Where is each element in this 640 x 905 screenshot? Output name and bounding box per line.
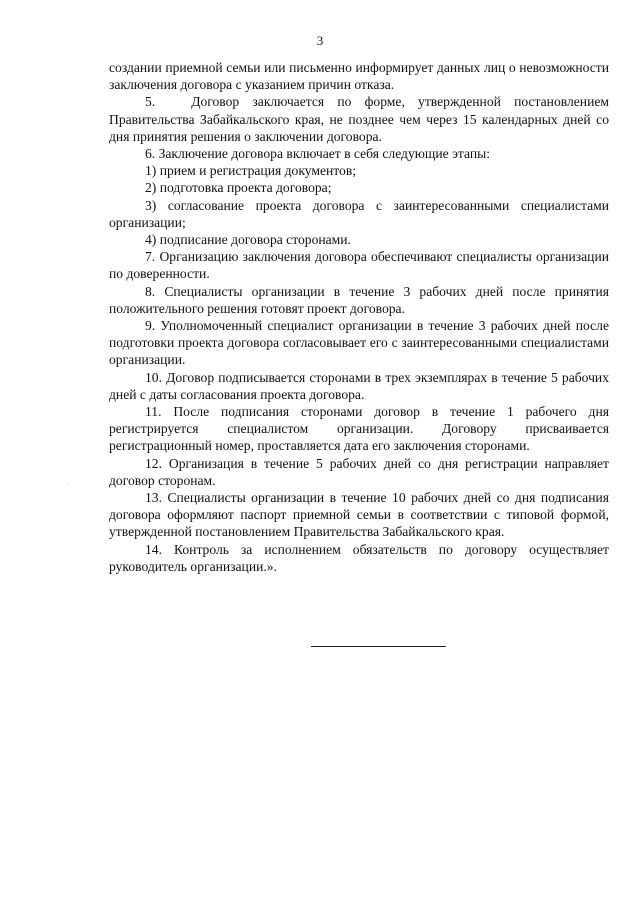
paragraph-6-item-3: 3) согласование проекта договора с заинтересованными специалистами организации; bbox=[109, 197, 609, 230]
paragraph-6: 6. Заключение договора включает в себя следующие этапы: bbox=[145, 146, 491, 162]
paragraph-5-number: 5. bbox=[145, 94, 156, 110]
paragraph-12: 12. Организация в течение 5 рабочих дней со дня регистрации направляет договор сторонам. bbox=[109, 455, 609, 488]
scan-artifact-dot bbox=[68, 484, 69, 485]
paragraph-5-text: Договор заключается по форме, утвержденной постановлением Правительства Забайкальского края, не позднее чем через 15 календарных дней со дня принятия решения о заключении договора. bbox=[109, 94, 609, 144]
paragraph-6-item-2: 2) подготовка проекта договора; bbox=[145, 180, 332, 196]
paragraph-7: 7. Организацию заключения договора обеспечивают специалисты организации по доверенности. bbox=[109, 249, 609, 282]
document-body bbox=[109, 59, 609, 575]
paragraph-13: 13. Специалисты организации в течение 10 рабочих дней со дня подписания договора оформляют паспорт приемной семьи в соответствии с типовой формой, утвержденной постановлением Правительства Забайкальского края. bbox=[109, 490, 609, 540]
paragraph-11: 11. После подписания сторонами договор в течение 1 рабочего дня регистрируется специалистом организации. Договору присваивается регистрационный номер, проставляется дата его заключения сторонами. bbox=[109, 404, 609, 454]
paragraph-10: 10. Договор подписывается сторонами в трех экземплярах в течение 5 рабочих дней с даты согласования проекта договора. bbox=[109, 369, 609, 402]
paragraph-6-item-4: 4) подписание договора сторонами. bbox=[145, 232, 351, 248]
paragraph-14: 14. Контроль за исполнением обязательств по договору осуществляет руководитель организации.». bbox=[109, 541, 609, 574]
closing-divider bbox=[311, 646, 446, 647]
paragraph-8: 8. Специалисты организации в течение 3 рабочих дней после принятия положительного решения готовят проект договора. bbox=[109, 283, 609, 316]
paragraph-intro: создании приемной семьи или письменно информирует данных лиц о невозможности заключения договора с указанием причин отказа. bbox=[109, 60, 609, 93]
paragraph-5 bbox=[109, 93, 609, 145]
paragraph-9: 9. Уполномоченный специалист организации в течение 3 рабочих дней после подготовки проекта договора согласовывает его с заинтересованными специалистами организации. bbox=[109, 318, 609, 368]
paragraph-6-item-1: 1) прием и регистрация документов; bbox=[145, 163, 357, 179]
page-number: 3 bbox=[316, 33, 324, 48]
